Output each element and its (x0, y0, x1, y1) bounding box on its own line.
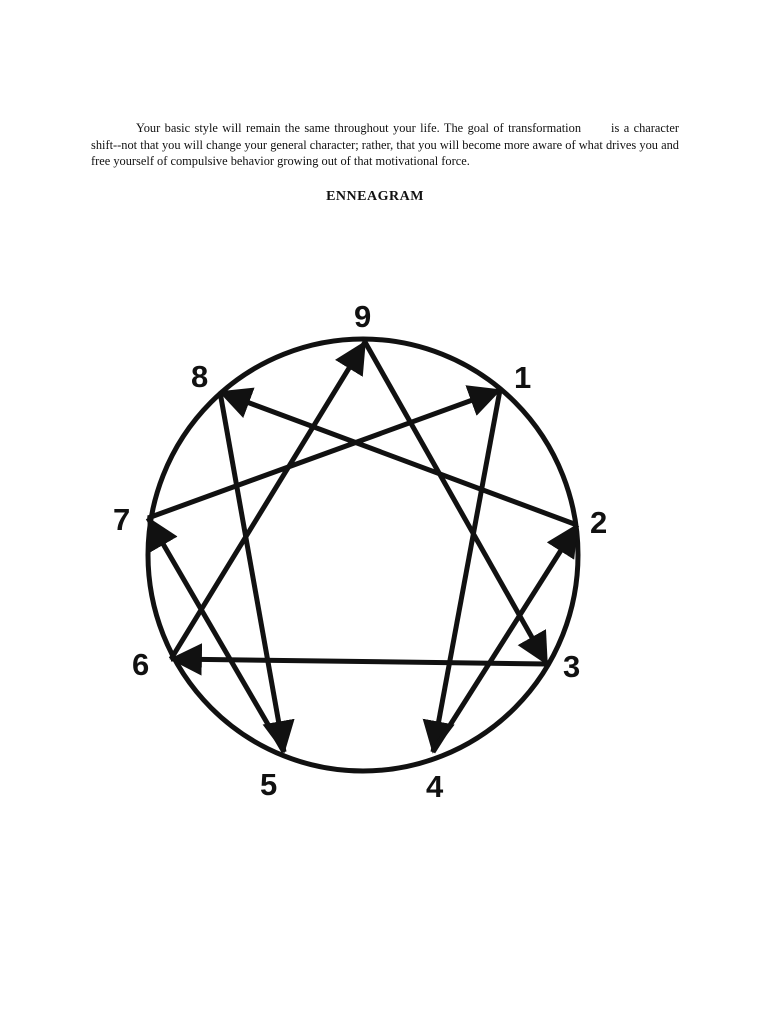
label-6: 6 (132, 647, 150, 682)
page-title: ENNEAGRAM (326, 189, 424, 204)
enneagram-circle (148, 339, 581, 771)
label-2: 2 (590, 505, 608, 540)
paragraph-part-1: Your basic style will remain the same throughout your life. The goal of transformation (136, 121, 582, 136)
label-1: 1 (514, 360, 532, 395)
label-9: 9 (354, 299, 372, 334)
label-4: 4 (426, 769, 444, 804)
label-3: 3 (563, 649, 581, 684)
paragraph-part-2: is a character shift--not that you will change your general character; rather, that you will become more aware of what drives you and free yourself of compulsive behavior growing out of that motivational force. (91, 121, 679, 169)
label-7: 7 (113, 502, 131, 537)
label-5: 5 (260, 767, 278, 802)
label-8: 8 (191, 359, 209, 394)
